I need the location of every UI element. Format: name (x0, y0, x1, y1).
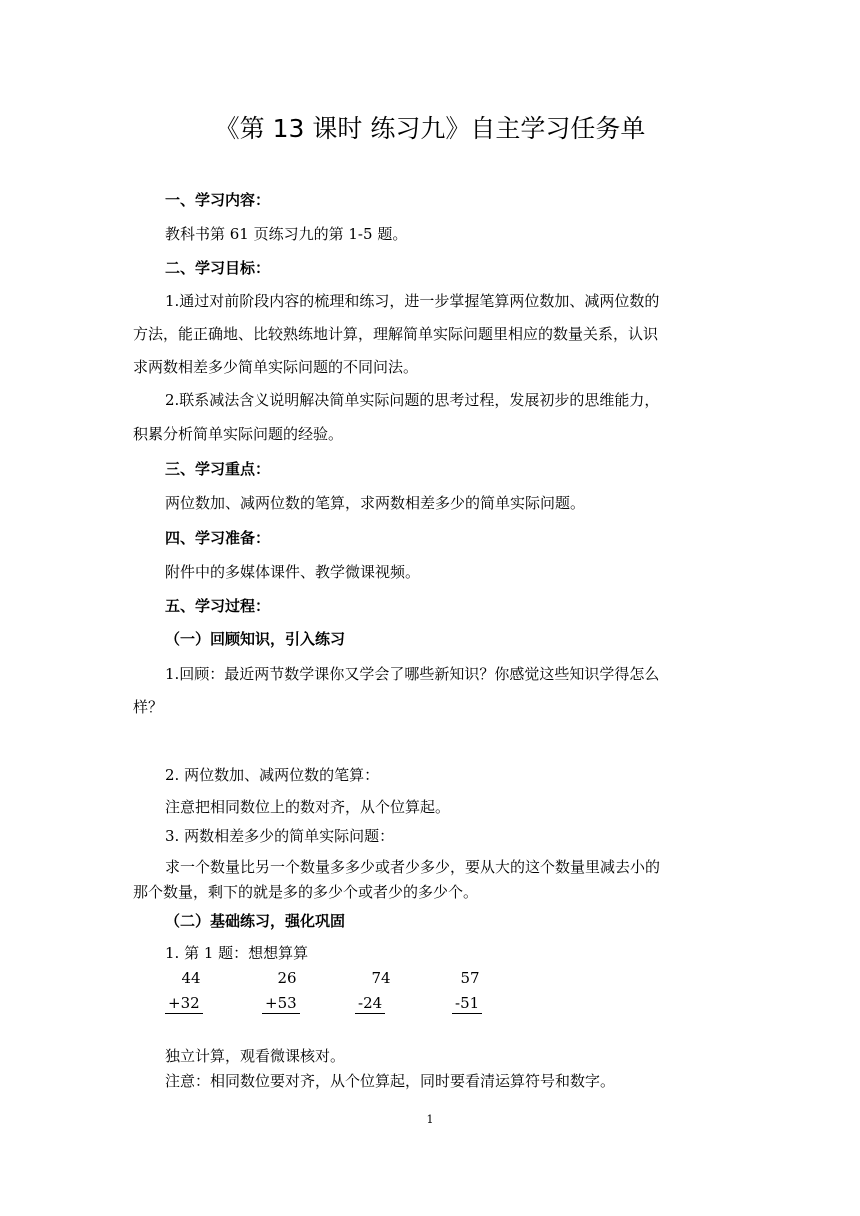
practice-after-2: 注意：相同数位要对齐，从个位算起，同时要看清运算符号和数字。 (165, 1072, 616, 1090)
page-number: 1 (426, 1113, 434, 1126)
review-item-2-note: 注意把相同数位上的数对齐，从个位算起。 (165, 798, 451, 816)
goal-2-line-1: 2.联系减法含义说明解决简单实际问题的思考过程，发展初步的思维能力， (165, 391, 660, 409)
problem-4-top: 57 (460, 969, 480, 987)
subsection-heading-practice: （二）基础练习，强化巩固 (165, 912, 346, 930)
goal-1-line-3: 求两数相差多少简单实际问题的不同问法。 (133, 358, 419, 376)
section-text-key-points: 两位数加、减两位数的笔算，求两数相差多少的简单实际问题。 (165, 494, 586, 512)
review-item-1-line-2: 样？ (133, 698, 164, 716)
review-item-1-line-1: 1.回顾：最近两节数学课你又学会了哪些新知识？你感觉这些知识学得怎么 (165, 665, 660, 683)
subsection-heading-review: （一）回顾知识，引入练习 (165, 630, 346, 648)
goal-2-line-2: 积累分析简单实际问题的经验。 (133, 425, 344, 443)
practice-after-1: 独立计算，观看微课核对。 (165, 1047, 346, 1065)
goal-1-line-2: 方法，能正确地、比较熟练地计算，理解简单实际问题里相应的数量关系，认识 (133, 325, 659, 343)
review-item-3-line-1: 求一个数量比另一个数量多多少或者少多少，要从大的这个数量里减去小的 (165, 858, 661, 876)
practice-item-1: 1. 第 1 题：想想算算 (165, 944, 309, 962)
section-heading-goals: 二、学习目标： (165, 259, 271, 277)
problem-2-top: 26 (277, 969, 297, 987)
section-heading-preparation: 四、学习准备： (165, 529, 271, 547)
page-title: 《第 13 课时 练习九》自主学习任务单 (214, 114, 646, 143)
review-item-3-line-2: 那个数量，剩下的就是多的多少个或者少的多少个。 (133, 883, 479, 901)
problem-4-bottom: -51 (452, 993, 482, 1014)
section-heading-key-points: 三、学习重点： (165, 460, 271, 478)
problem-3-bottom: -24 (355, 993, 385, 1014)
section-heading-process: 五、学习过程： (165, 597, 271, 615)
review-item-3: 3. 两数相差多少的简单实际问题： (165, 827, 395, 845)
section-text-content: 教科书第 61 页练习九的第 1-5 题。 (165, 225, 408, 243)
section-heading-content: 一、学习内容： (165, 191, 271, 209)
problem-2-bottom: +53 (262, 993, 300, 1014)
goal-1-line-1: 1.通过对前阶段内容的梳理和练习，进一步掌握笔算两位数加、减两位数的 (165, 292, 660, 310)
problem-1-top: 44 (181, 969, 201, 987)
review-item-2: 2. 两位数加、减两位数的笔算： (165, 766, 380, 784)
problem-1-bottom: +32 (165, 993, 203, 1014)
problem-3-top: 74 (371, 969, 391, 987)
section-text-preparation: 附件中的多媒体课件、教学微课视频。 (165, 563, 421, 581)
